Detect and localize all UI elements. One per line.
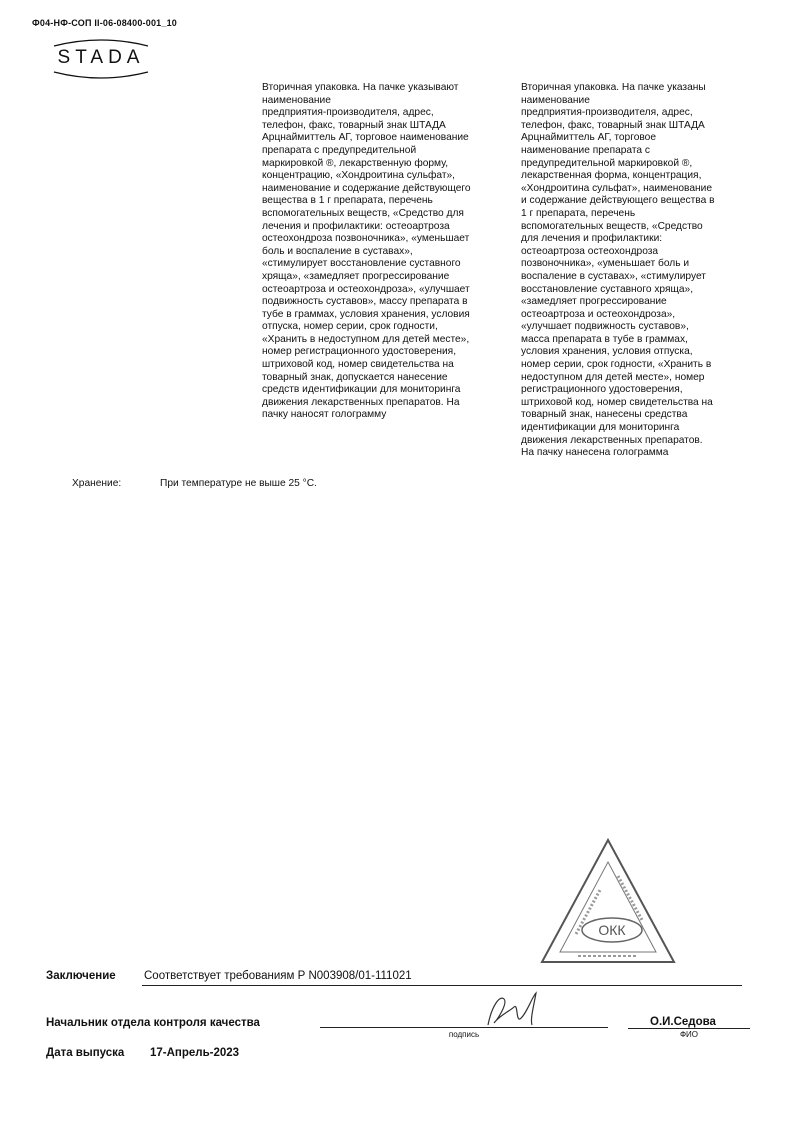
release-date-label: Дата выпуска bbox=[46, 1047, 125, 1059]
head-of-qc-label: Начальник отдела контроля качества bbox=[46, 1017, 260, 1029]
packaging-text-right: Вторичная упаковка. На пачке указаны наименование предприятия-производителя, адрес, телефон, факс, товарный знак ШТАДА Арцнаймиттель АГ, торговое наименование препарата с предупредительной маркировкой ®, лекарственная форма, концентрация, «Хондроитина сульфат», наименование и содержание действующего вещества в 1 г препарата, перечень вспомогательных веществ, «Средство для лечения и профилактики: остеоартроза остеохондроза позвоночника», «уменьшает боль и воспаление в суставах», «стимулирует восстановление суставного хряща», «замедляет прогрессирование остеоартроза и остеохондроза», «улучшает подвижность суставов», масса препарата в тубе в граммах, условия хранения, условия отпуска, номер серии, срок годности, «Хранить в недоступном для детей месте», номер регистрационного удостоверения, штриховой код, номер свидетельства на товарный знак, нанесены средства идентификации для мониторинга движения лекарственных препаратов. На пачку нанесена голограмма bbox=[521, 82, 715, 459]
release-date-value: 17-Апрель-2023 bbox=[150, 1047, 240, 1059]
stada-logo bbox=[40, 38, 162, 82]
document-code: Ф04-НФ-СОП II-06-08400-001_10 bbox=[32, 18, 177, 28]
storage-label: Хранение: bbox=[72, 478, 122, 489]
storage-value: При температуре не выше 25 °С. bbox=[160, 478, 317, 489]
stamp-center-text: ОКК bbox=[598, 922, 626, 938]
name-caption: ФИО bbox=[679, 1030, 699, 1039]
triangle-stamp-icon bbox=[538, 836, 678, 966]
conclusion-underline bbox=[142, 985, 742, 986]
conclusion-label: Заключение bbox=[46, 970, 116, 982]
signature-line bbox=[320, 1027, 608, 1028]
conclusion-value: Соответствует требованиям Р N003908/01-111021 bbox=[144, 970, 412, 982]
logo-wordmark: STADA bbox=[57, 47, 145, 68]
signature-caption: подпись bbox=[448, 1030, 480, 1039]
signer-name: О.И.Седова bbox=[650, 1016, 716, 1028]
name-underline bbox=[628, 1028, 750, 1029]
quality-control-stamp bbox=[538, 836, 678, 966]
packaging-text-left: Вторичная упаковка. На пачке указывают наименование предприятия-производителя, адрес, телефон, факс, товарный знак ШТАДА Арцнаймиттель АГ, торговое наименование препарата с предупредительной маркировкой ®, лекарственную форму, концентрацию, «Хондроитина сульфат», наименование и содержание действующего вещества в 1 г препарата, перечень вспомогательных веществ, «Средство для лечения и профилактики: остеоартроза остеохондроза позвоночника», «уменьшает боль и воспаление в суставах», «стимулирует восстановление суставного хряща», «замедляет прогрессирование остеоартроза и остеохондроза», «улучшает подвижность суставов», массу препарата в тубе в граммах, условия хранения, условия отпуска, номер серии, срок годности, «Хранить в недоступном для детей месте», номер регистрационного удостоверения, штриховой код, номер свидетельства на товарный знак, допускается нанесение средств идентификации для мониторинга движения лекарственных препаратов. На пачку наносят голограмму bbox=[262, 82, 471, 421]
